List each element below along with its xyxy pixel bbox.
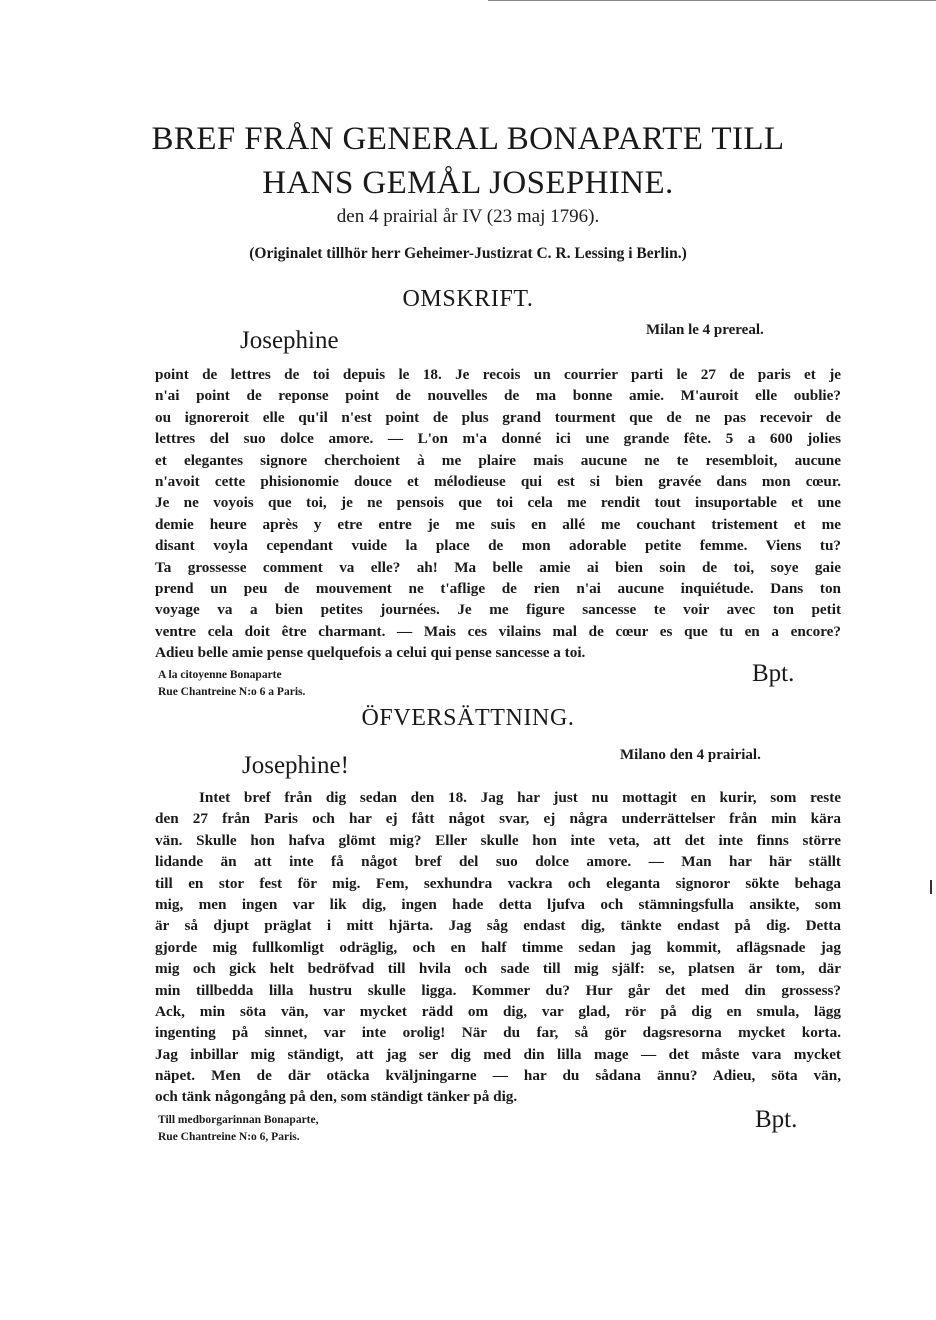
translation-line: gjorde mig fullkomligt odräglig, och en half timme sedan jag kommit, aflägsnade jag [155, 938, 841, 956]
transcript-address-line-2: Rue Chantreine N:o 6 a Paris. [158, 686, 306, 698]
translation-line: mig och gick helt bedröfvad till hvila och sade till mig själf: se, platsen är tom, där [155, 960, 841, 978]
title-line-1: BREF FRÅN GENERAL BONAPARTE TILL [151, 121, 785, 157]
translation-line: näpet. Men de där otäcka kväljningarne — har du sådana ännu? Adieu, söta vän, [155, 1067, 841, 1085]
transcript-line: ventre cela doit être charmant. — Mais ces vilains mal de cœur es que tu en a encore? [155, 622, 841, 640]
transcript-line: n'ai point de reponse point de nouvelles de ma bonne amie. M'auroit elle oublie? [155, 387, 841, 405]
transcript-line: n'avoit cette phisionomie douce et mélodieuse qui est si bien gravée dans mon cœur. [155, 472, 841, 490]
translation-salutation: Josephine! [242, 752, 349, 779]
title-line-2: HANS GEMÅL JOSEPHINE. [262, 165, 674, 201]
transcript-address [158, 667, 305, 701]
transcript-address-line-1: A la citoyenne Bonaparte [158, 669, 282, 681]
translation-line: den 27 från Paris och har ej fått något svar, ej några underrättelser från min kära [155, 810, 841, 828]
translation-line: vän. Skulle hon hafva glömt mig? Eller skulle hon inte veta, att det inte finns större [155, 831, 841, 849]
translation-line: min tillbedda lilla hustru skulle ligga. Kommer du? Hur går det med din grossess? [155, 981, 841, 999]
transcript-body [155, 364, 841, 663]
provenance-note: (Originalet tillhör herr Geheimer-Justizrat C. R. Lessing i Berlin.) [249, 245, 687, 262]
translation-line: är så djupt präglat i mitt hjärta. Jag såg endast dig, tänkte endast på dig. Detta [155, 917, 841, 935]
translation-line: till en stor fest för mig. Fem, sexhundra vackra och eleganta signoror sökte behaga [155, 874, 841, 892]
translation-line: ingenting på sinnet, var inte orolig! När du far, så gör dagsresorna mycket korta. [155, 1024, 841, 1042]
transcript-line: disant voyla cependant vuide la place de mon adorable petite femme. Viens tu? [155, 537, 841, 555]
transcript-line: point de lettres de toi depuis le 18. Je recois un courrier parti le 27 de paris et je [155, 366, 841, 383]
translation-address [158, 1112, 319, 1146]
transcript-heading: OMSKRIFT. [402, 286, 534, 312]
transcript-place-date: Milan le 4 prereal. [646, 322, 764, 338]
transcript-line: ou ignoreroit elle qu'il n'est point de plus grand tourment que de ne pas recevoir de [155, 408, 841, 426]
transcript-signature: Bpt. [752, 660, 795, 687]
transcript-line: et elegantes signore cherchoient à me plaire mais aucune ne te resembloit, aucune [155, 451, 841, 469]
translation-line: Ack, min söta vän, var mycket rädd om dig, var glad, rör på dig en smula, lägg [155, 1002, 841, 1020]
translation-line: Intet bref från dig sedan den 18. Jag har just nu mottagit en kurir, som reste [199, 789, 841, 806]
transcript-salutation: Josephine [240, 327, 339, 354]
translation-place-date: Milano den 4 prairial. [620, 747, 761, 763]
translation-line: Jag inbillar mig ständigt, att jag ser dig med din lilla mage — det måste vara mycket [155, 1045, 841, 1063]
translation-heading: ÖFVERSÄTTNING. [361, 705, 575, 731]
translation-address-line-1: Till medborgarinnan Bonaparte, [158, 1114, 319, 1126]
transcript-line: Ta grossesse comment va elle? ah! Ma belle amie ai bien soin de toi, soye gaie [155, 558, 841, 576]
translation-address-line-2: Rue Chantreine N:o 6, Paris. [158, 1131, 300, 1143]
translation-line: lidande än att inte få något bref del suo dolce amore. — Man har här ställt [155, 853, 841, 871]
translation-signature: Bpt. [755, 1106, 798, 1133]
translation-line: och tänk någongång på den, som ständigt tänker på dig. [155, 1088, 518, 1106]
margin-mark [930, 880, 932, 894]
letter-date: den 4 prairial år IV (23 maj 1796). [336, 206, 600, 227]
transcript-line: Je ne voyois que toi, je ne pensois que toi cela me rendit tout insuportable et une [155, 494, 841, 512]
transcript-line: demie heure après y etre entre je me suis en allé me couchant tristement et me [155, 515, 841, 533]
transcript-line: lettres del suo dolce amore. — L'on m'a donné ici une grande fête. 5 a 600 jolies [155, 430, 841, 448]
top-edge-rule [488, 0, 936, 1]
transcript-line: prend un peu de mouvement ne t'aflige de rien n'ai aucune inquiétude. Dans ton [155, 579, 841, 597]
translation-body [155, 787, 841, 1108]
translation-line: mig, men ingen var lik dig, ingen hade detta ljufva och stämningsfulla ansikte, som [155, 895, 841, 913]
transcript-line: Adieu belle amie pense quelquefois a celui qui pense sancesse a toi. [155, 644, 586, 662]
transcript-line: voyage va a bien petites journées. Je me figure sancesse te voir avec ton petit [155, 601, 841, 619]
